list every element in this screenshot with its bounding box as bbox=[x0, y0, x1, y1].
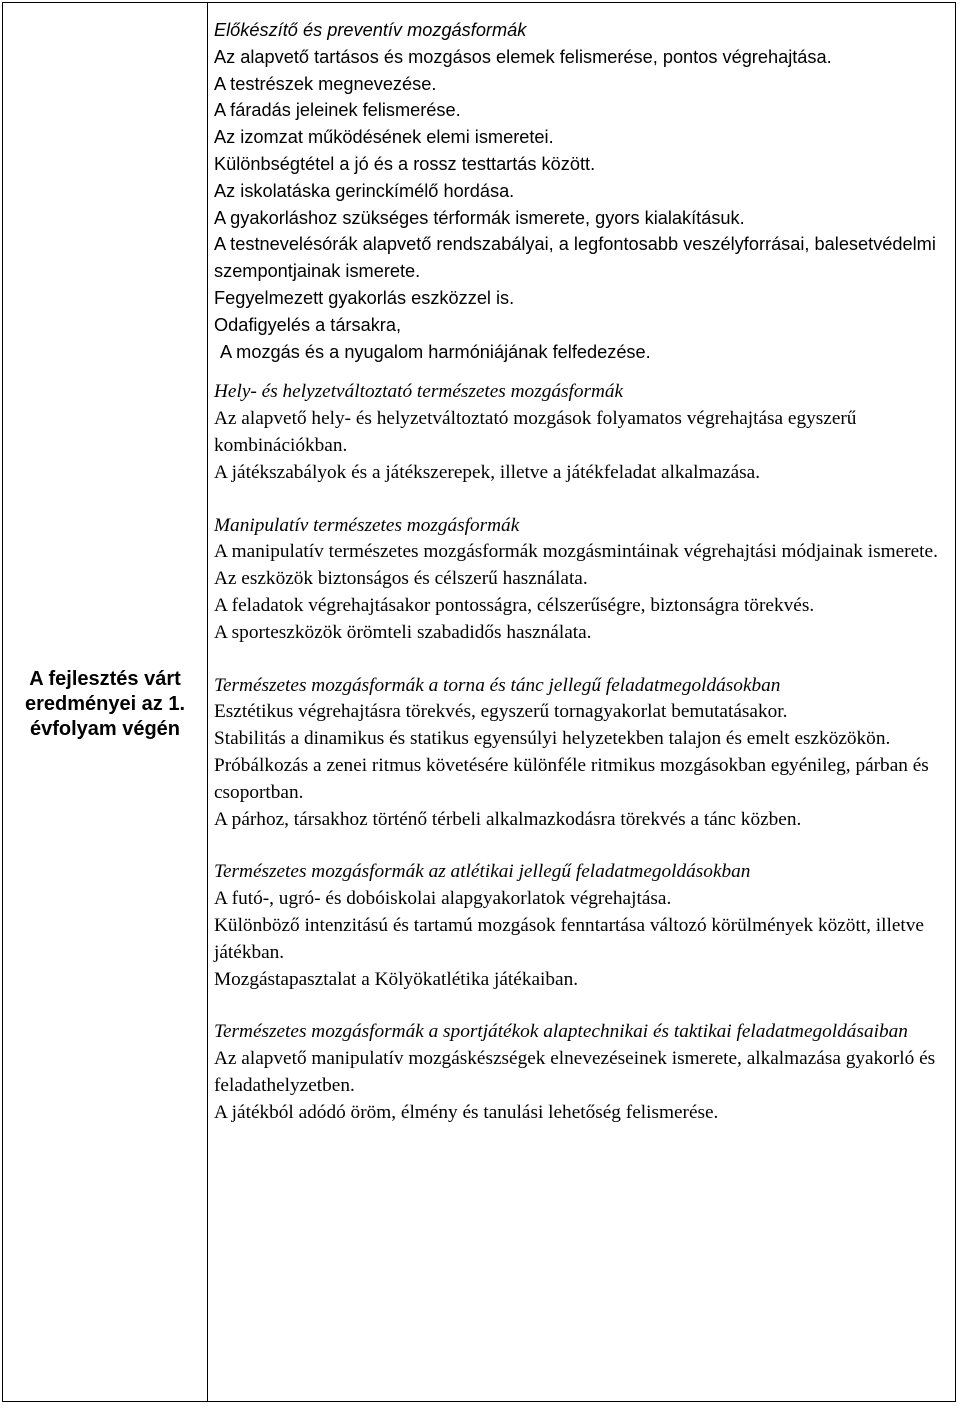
column-divider bbox=[207, 3, 208, 1401]
section-line: A manipulatív természetes mozgásformák mozgásmintáinak végrehajtási módjainak ismerete. bbox=[214, 541, 938, 563]
content-cell bbox=[214, 17, 954, 1126]
section-line: A játékból adódó öröm, élmény és tanulási lehetőség felismerése. bbox=[214, 1101, 719, 1123]
section-title: Manipulatív természetes mozgásformák bbox=[214, 514, 520, 536]
section-line: Odafigyelés a társakra, bbox=[214, 314, 402, 335]
section-line: A mozgás és a nyugalom harmóniájának felfedezése. bbox=[220, 341, 651, 362]
section-line: A sporteszközök örömteli szabadidős használata. bbox=[214, 621, 592, 643]
section-line: Mozgástapasztalat a Kölyökatlétika játékaiban. bbox=[214, 968, 579, 990]
section-line: A futó-, ugró- és dobóiskolai alapgyakorlatok végrehajtása. bbox=[214, 888, 672, 910]
section-title: Természetes mozgásformák a torna és tánc jellegű feladatmegoldásokban bbox=[214, 674, 781, 696]
row-header-cell bbox=[3, 667, 207, 742]
section-gymnastics-dance bbox=[214, 673, 954, 834]
section-line: Fegyelmezett gyakorlás eszközzel is. bbox=[214, 287, 515, 308]
section-line: Stabilitás a dinamikus és statikus egyensúlyi helyzetekben talajon és emelt eszközökön. bbox=[214, 728, 891, 750]
section-line: A fáradás jeleinek felismerése. bbox=[214, 100, 461, 121]
row-header-line: A fejlesztés várt bbox=[29, 668, 181, 690]
section-line: A játékszabályok és a játékszerepek, illetve a játékfeladat alkalmazása. bbox=[214, 461, 761, 483]
section-line: Különböző intenzitású és tartamú mozgások fenntartása változó körülmények között, illetve játékban. bbox=[214, 914, 924, 963]
section-line: A testnevelésórák alapvető rendszabályai, a legfontosabb veszélyforrásai, balesetvédelmi szempontjainak ismerete. bbox=[214, 234, 936, 282]
section-line: A gyakorláshoz szükséges térformák ismerete, gyors kialakításuk. bbox=[214, 207, 745, 228]
section-title: Természetes mozgásformák az atlétikai jellegű feladatmegoldásokban bbox=[214, 861, 751, 883]
section-title: Természetes mozgásformák a sportjátékok alaptechnikai és taktikai feladatmegoldásaiban bbox=[214, 1021, 908, 1043]
section-title: Hely- és helyzetváltoztató természetes mozgásformák bbox=[214, 381, 624, 403]
section-line: Az izomzat működésének elemi ismeretei. bbox=[214, 127, 554, 148]
section-line: Próbálkozás a zenei ritmus követésére különféle ritmikus mozgásokban egyénileg, párban és csoportban. bbox=[214, 754, 929, 803]
section-manipulative bbox=[214, 513, 954, 647]
section-athletics bbox=[214, 859, 954, 993]
section-preventive bbox=[214, 17, 954, 365]
section-line: Az alapvető hely- és helyzetváltoztató mozgások folyamatos végrehajtása egyszerű kombinációkban. bbox=[214, 408, 857, 456]
row-header-line: évfolyam végén bbox=[29, 718, 181, 740]
section-line: Az alapvető tartásos és mozgásos elemek felismerése, pontos végrehajtása. bbox=[214, 46, 832, 67]
section-line: Különbségtétel a jó és a rossz testtartás között. bbox=[214, 153, 596, 174]
section-line: A feladatok végrehajtásakor pontosságra, célszerűségre, biztonságra törekvés. bbox=[214, 594, 815, 616]
section-locomotor bbox=[214, 379, 954, 486]
section-sports-games bbox=[214, 1019, 954, 1126]
section-title: Előkészítő és preventív mozgásformák bbox=[214, 20, 527, 40]
section-line: A párhoz, társakhoz történő térbeli alkalmazkodásra törekvés a tánc közben. bbox=[214, 808, 802, 830]
section-line: Esztétikus végrehajtásra törekvés, egyszerű tornagyakorlat bemutatásakor. bbox=[214, 701, 788, 723]
row-header-line: eredményei az 1. bbox=[24, 693, 186, 715]
section-line: A testrészek megnevezése. bbox=[214, 73, 437, 94]
section-line: Az alapvető manipulatív mozgáskészségek elnevezéseinek ismerete, alkalmazása gyakorló és feladathelyzetben. bbox=[214, 1048, 936, 1096]
section-line: Az eszközök biztonságos és célszerű használata. bbox=[214, 568, 588, 590]
document-table bbox=[2, 2, 956, 1402]
section-line: Az iskolatáska gerinckímélő hordása. bbox=[214, 180, 515, 201]
